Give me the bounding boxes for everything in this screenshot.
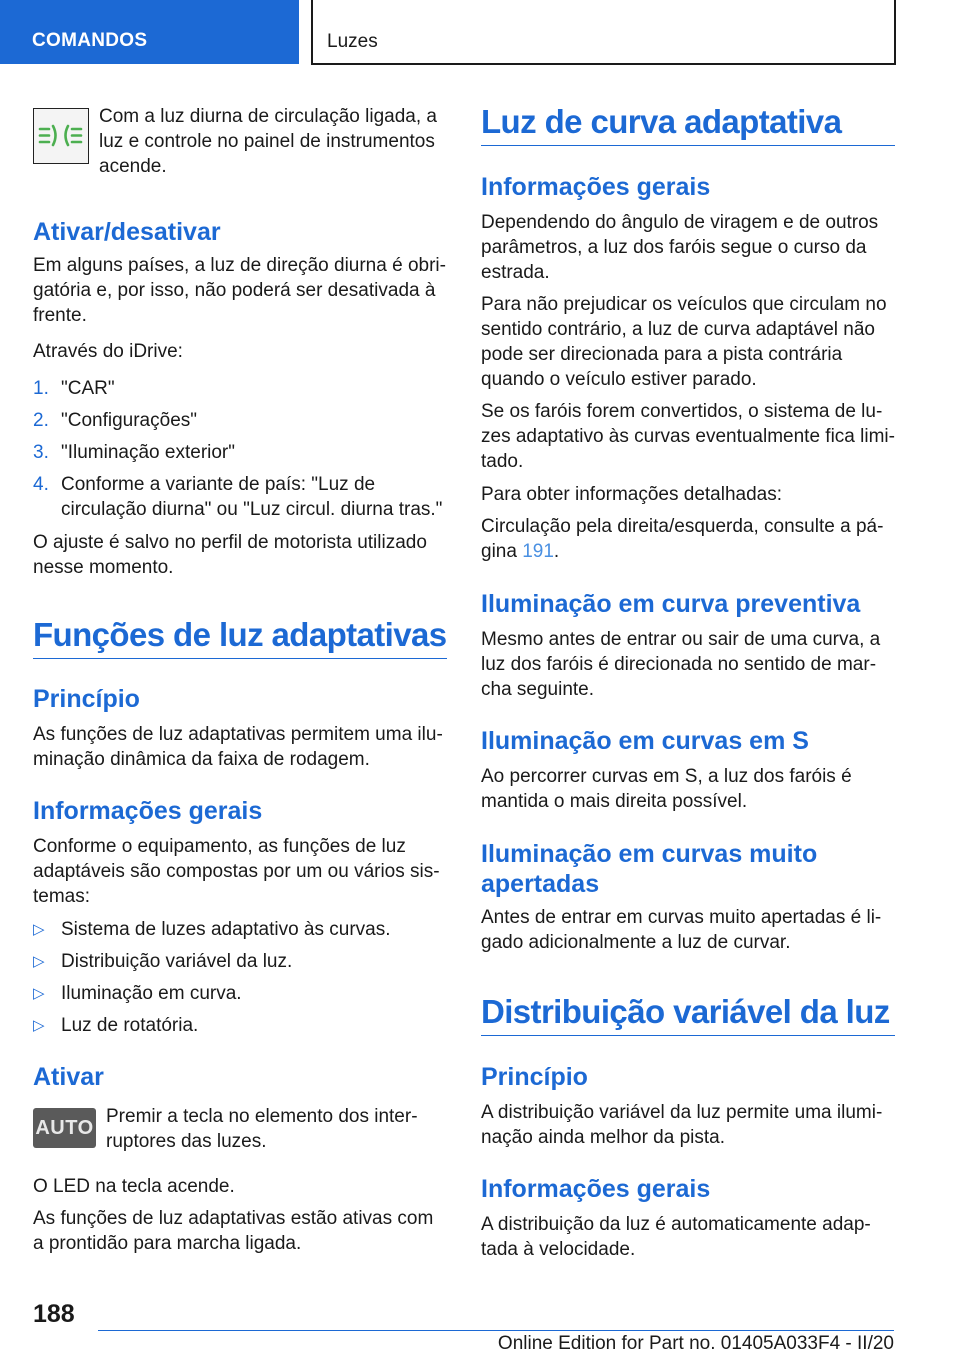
page-reference-link[interactable]: 191 <box>522 541 554 562</box>
paragraph: A distribuição variável da luz permite uma iluminação ainda melhor da pista. <box>481 1102 883 1148</box>
paragraph: Através do iDrive: <box>33 341 183 362</box>
auto-button-description: Premir a tecla no elemento dos interruptores das luzes. <box>106 1106 418 1152</box>
paragraph-text: . <box>553 541 560 562</box>
bullet-arrow-icon: ▷ <box>33 1017 45 1034</box>
paragraph: Mesmo antes de entrar ou sair de uma curva, a luz dos faróis é direcionada no sentido de marcha seguinte. <box>481 629 881 700</box>
list-number: 3. <box>33 442 49 463</box>
paragraph-with-page-link <box>481 514 895 564</box>
bullet-arrow-icon: ▷ <box>33 953 45 970</box>
heading-informacoes-gerais: Informações gerais <box>33 797 263 825</box>
heading-principio: Princípio <box>33 685 140 713</box>
bullet-arrow-icon: ▷ <box>33 985 45 1002</box>
chapter-tab <box>0 0 299 64</box>
chapter-title: COMANDOS <box>32 30 148 51</box>
heading-informacoes-gerais: Informações gerais <box>481 173 711 201</box>
heading-funcoes-luz-adaptativas: Funções de luz adaptativas <box>33 616 447 653</box>
page-number: 188 <box>33 1300 75 1328</box>
list-text: Conforme a variante de país: "Luz de circulação diurna" ou "Luz circul. diurna tras." <box>61 474 443 520</box>
bullet-text: Luz de rotatória. <box>61 1015 199 1036</box>
heading-principio: Princípio <box>481 1063 588 1091</box>
bullet-arrow-icon: ▷ <box>33 921 45 938</box>
heading-rule <box>481 1035 895 1036</box>
auto-label: AUTO <box>35 1116 94 1139</box>
bullet-text: Sistema de luzes adaptativo às curvas. <box>61 919 391 940</box>
list-text: "Configurações" <box>61 410 198 431</box>
edition-info: Online Edition for Part no. 01405A033F4 - II/20 <box>497 1333 894 1354</box>
heading-iluminacao-curva-preventiva: Iluminação em curva preventiva <box>481 590 861 618</box>
paragraph: Para não prejudicar os veículos que circulam no sentido contrário, a luz de curva adaptável não pode ser direcionada para a pista contrária quando o veículo estiver parado. <box>481 294 887 390</box>
paragraph: As funções de luz adaptativas estão ativas com a prontidão para marcha ligada. <box>33 1208 434 1254</box>
paragraph: Para obter informações detalhadas: <box>481 484 783 505</box>
paragraph: O ajuste é salvo no perfil de motorista utilizado nesse momento. <box>33 532 427 578</box>
list-text: "Iluminação exterior" <box>61 442 236 463</box>
heading-ativar: Ativar <box>33 1063 104 1091</box>
heading-distribuicao-variavel: Distribuição variável da luz <box>481 993 890 1030</box>
auto-light-button-icon <box>33 1108 96 1148</box>
heading-iluminacao-curvas-apertadas: Iluminação em curvas muito apertadas <box>481 840 818 898</box>
bullet-text: Distribuição variável da luz. <box>61 951 293 972</box>
paragraph-text: Circulação pela direita/esquerda, consulte a página <box>481 516 884 562</box>
paragraph: Antes de entrar em curvas muito apertadas é ligado adicionalmente a luz de curvar. <box>481 907 882 953</box>
list-number: 1. <box>33 378 49 399</box>
heading-luz-curva-adaptativa: Luz de curva adaptativa <box>481 103 842 140</box>
heading-ativar-desativar: Ativar/desativar <box>33 218 221 246</box>
daytime-running-light-icon <box>33 108 89 164</box>
list-text: "CAR" <box>61 378 115 399</box>
heading-iluminacao-curvas-s: Iluminação em curvas em S <box>481 727 809 755</box>
section-header <box>311 0 896 65</box>
footer-rule <box>98 1330 894 1331</box>
paragraph: A distribuição da luz é automaticamente adaptada à velocidade. <box>481 1214 871 1260</box>
list-number: 2. <box>33 410 49 431</box>
bullet-text: Iluminação em curva. <box>61 983 242 1004</box>
paragraph: As funções de luz adaptativas permitem uma iluminação dinâmica da faixa de rodagem. <box>33 724 443 770</box>
heading-rule <box>33 658 447 659</box>
section-title: Luzes <box>327 31 378 52</box>
paragraph: Conforme o equipamento, as funções de luz adaptáveis são compostas por um ou vários sistemas: <box>33 836 440 907</box>
paragraph: Dependendo do ângulo de viragem e de outros parâmetros, a luz dos faróis segue o curso da estrada. <box>481 212 879 283</box>
paragraph: Ao percorrer curvas em S, a luz dos faróis é mantida o mais direita possível. <box>481 766 852 812</box>
heading-rule <box>481 145 895 146</box>
paragraph: O LED na tecla acende. <box>33 1176 235 1197</box>
paragraph: Em alguns países, a luz de direção diurna é obrigatória e, por isso, não poderá ser desativada à frente. <box>33 255 446 326</box>
heading-informacoes-gerais: Informações gerais <box>481 1175 711 1203</box>
paragraph: Se os faróis forem convertidos, o sistema de luzes adaptativo às curvas eventualmente fica limitado. <box>481 401 895 472</box>
list-number: 4. <box>33 474 49 495</box>
drl-description: Com a luz diurna de circulação ligada, a luz e controle no painel de instrumentos acende. <box>99 106 437 177</box>
